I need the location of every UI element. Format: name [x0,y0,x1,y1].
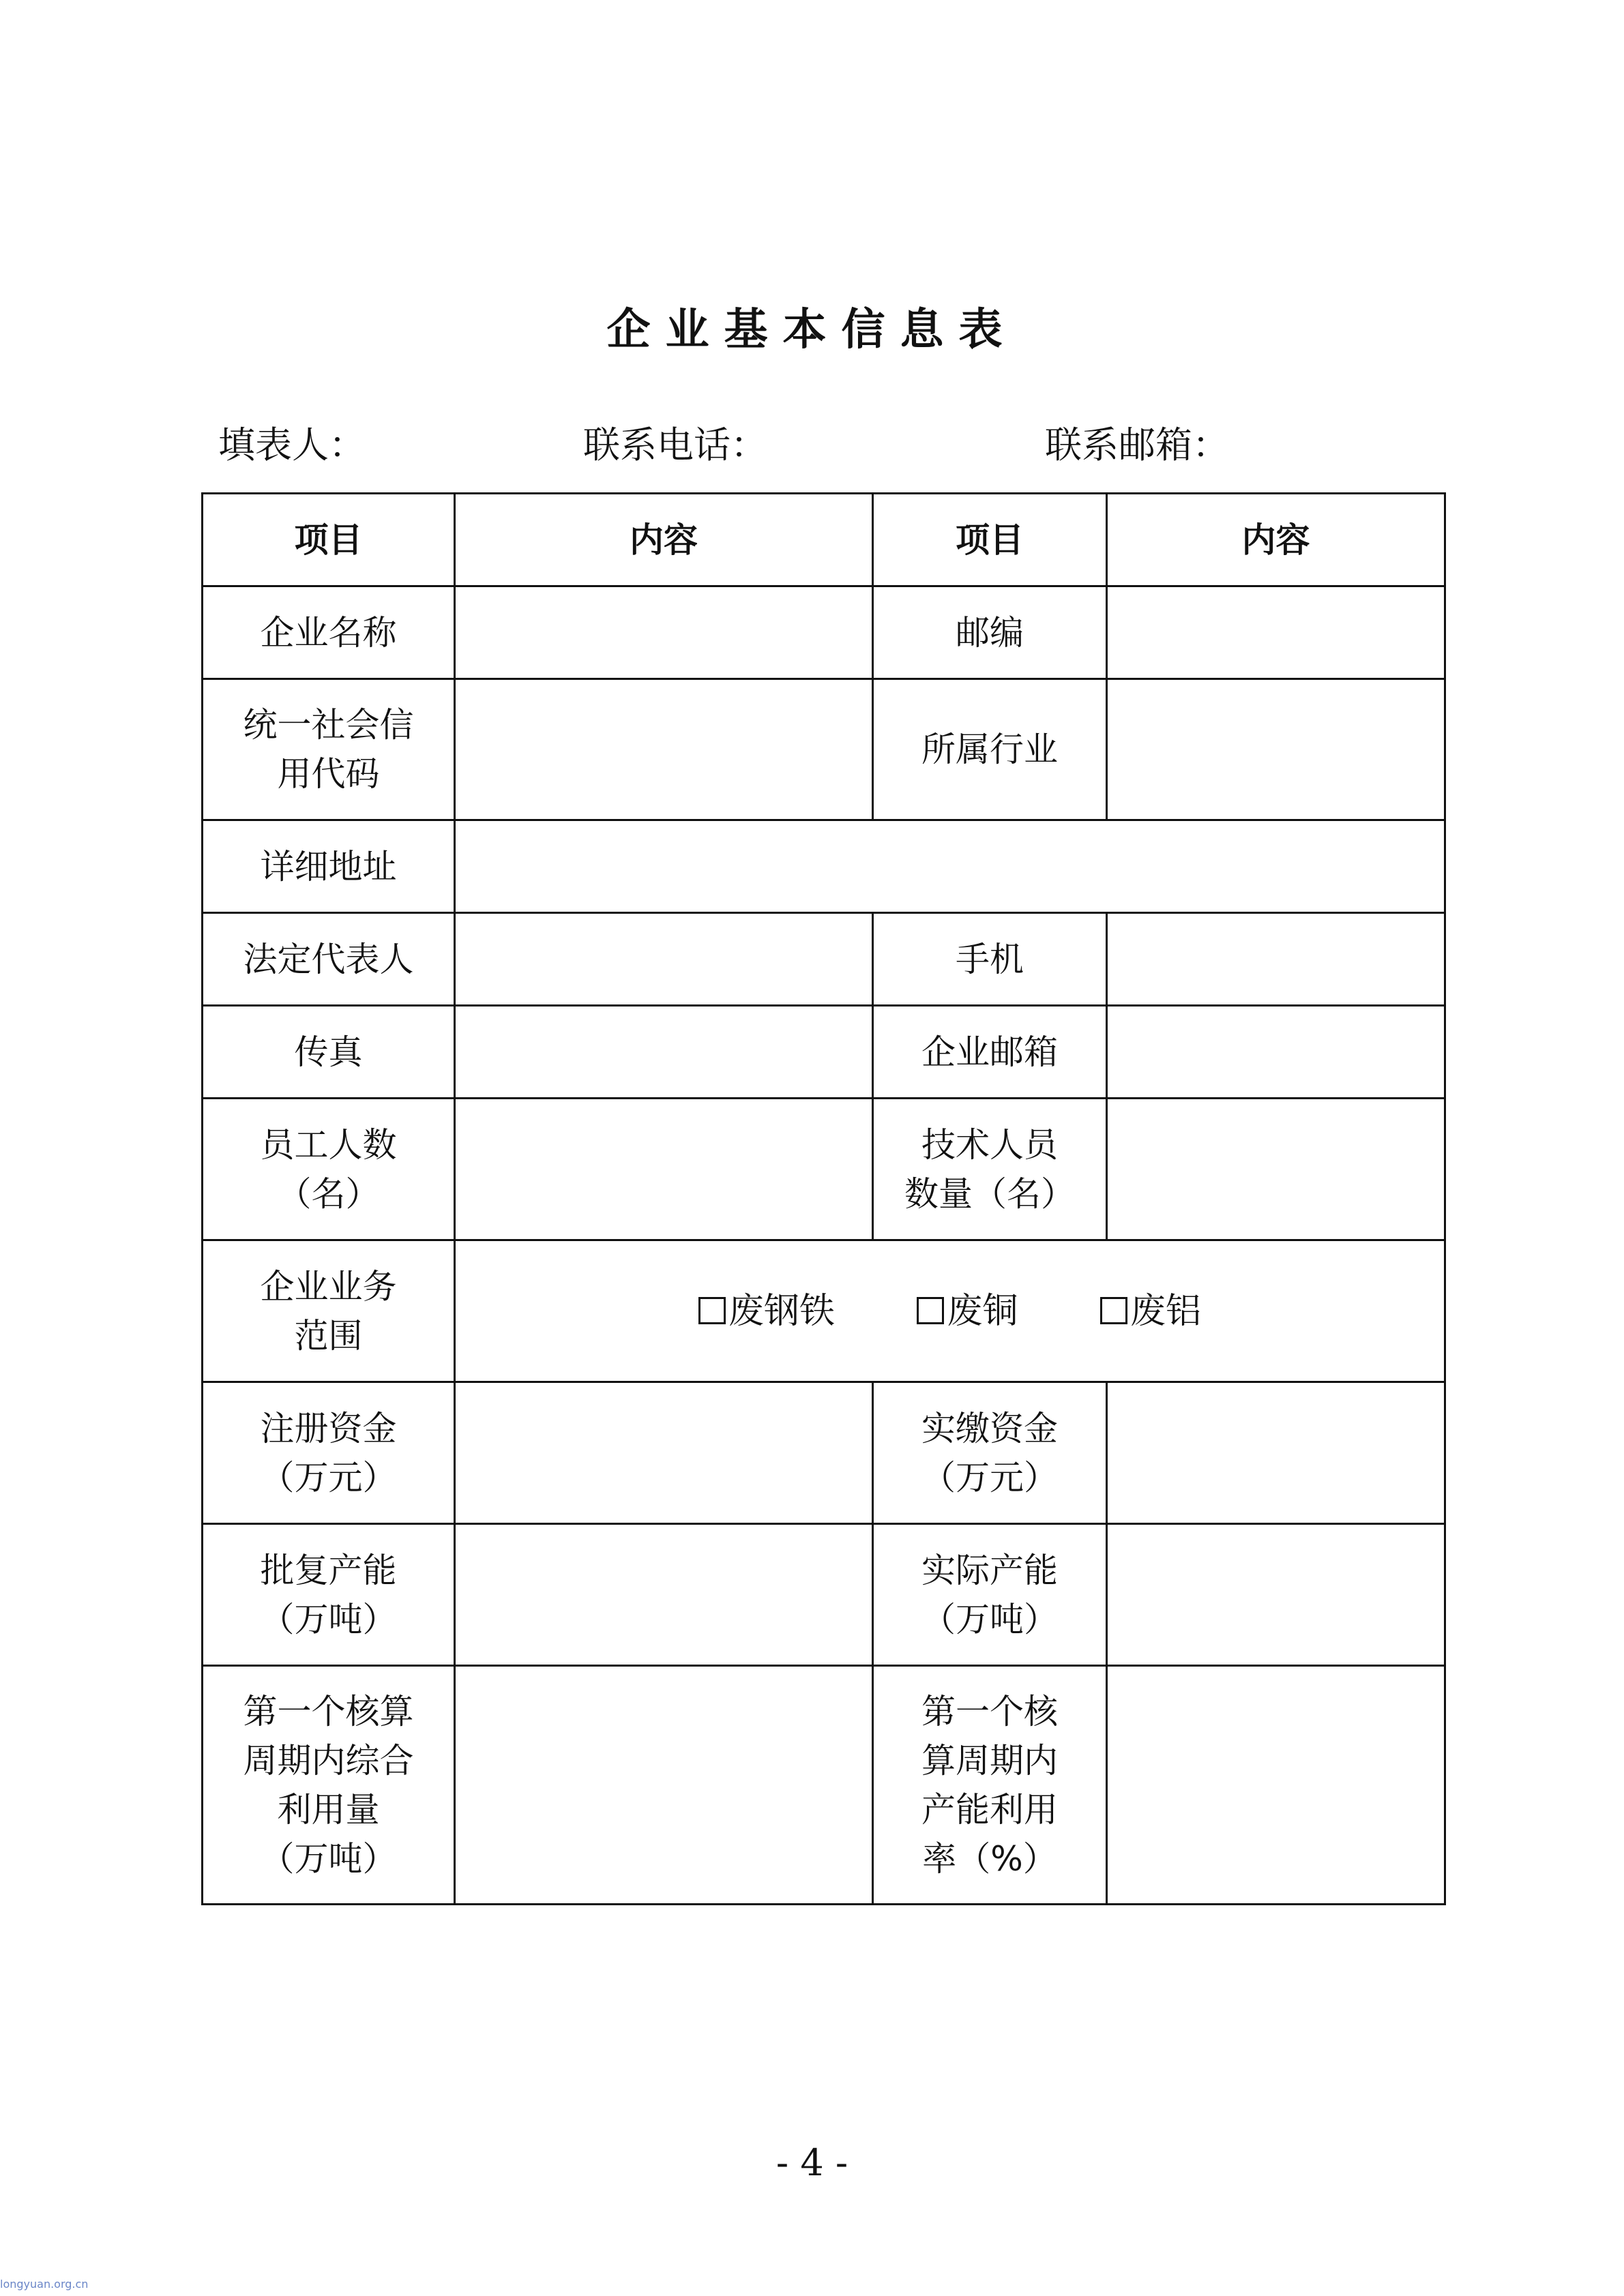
postcode-label: 邮编 [873,586,1107,679]
technicians-field[interactable] [1107,1099,1445,1240]
approved-capacity-field[interactable] [455,1524,873,1666]
first-period-usage-field[interactable] [455,1666,873,1905]
first-period-rate-label: 第一个核 算周期内 产能利用 率（%） [873,1666,1107,1905]
table-row [203,679,1445,820]
header-content: 内容 [455,494,873,586]
mobile-field[interactable] [1107,913,1445,1006]
table-row [203,1666,1445,1905]
table-row [203,820,1445,913]
approved-capacity-label: 批复产能 （万吨） [203,1524,455,1666]
actual-capacity-field[interactable] [1107,1524,1445,1666]
source-watermark: longyuan.org.cn [0,2278,89,2291]
table-row [203,1240,1445,1382]
first-period-rate-field[interactable] [1107,1666,1445,1905]
business-scope-options [455,1240,1445,1382]
employees-label: 员工人数 （名） [203,1099,455,1240]
table-row [203,1382,1445,1524]
header-content: 内容 [1107,494,1445,586]
actual-capacity-label: 实际产能 （万吨） [873,1524,1107,1666]
paid-capital-field[interactable] [1107,1382,1445,1524]
registered-capital-label: 注册资金 （万元） [203,1382,455,1524]
postcode-field[interactable] [1107,586,1445,679]
registered-capital-field[interactable] [455,1382,873,1524]
contact-email-label: 联系邮箱： [1045,423,1229,466]
filler-label: 填表人： [218,423,366,466]
paid-capital-label: 实缴资金 （万元） [873,1382,1107,1524]
company-info-table [201,492,1446,1905]
first-period-usage-label: 第一个核算 周期内综合 利用量 （万吨） [203,1666,455,1905]
table-row [203,1006,1445,1099]
checkbox[interactable] [917,1297,944,1324]
employees-field[interactable] [455,1099,873,1240]
company-email-field[interactable] [1107,1006,1445,1099]
contact-phone-label: 联系电话： [583,423,767,466]
form-title: 企业基本信息表 [606,304,1018,355]
address-field[interactable] [455,820,1445,913]
fax-field[interactable] [455,1006,873,1099]
table-header-row [203,494,1445,586]
page-number: - 4 - [776,2141,848,2184]
credit-code-field[interactable] [455,679,873,820]
table-row [203,586,1445,679]
business-scope-label: 企业业务 范围 [203,1240,455,1382]
scope-option-aluminum[interactable]: 废铝 [1100,1287,1201,1336]
industry-field[interactable] [1107,679,1445,820]
industry-label: 所属行业 [873,679,1107,820]
table-row [203,1524,1445,1666]
credit-code-label: 统一社会信 用代码 [203,679,455,820]
header-item: 项目 [203,494,455,586]
mobile-label: 手机 [873,913,1107,1006]
header-item: 项目 [873,494,1107,586]
scope-option-steel[interactable]: 废钢铁 [698,1287,835,1336]
address-label: 详细地址 [203,820,455,913]
table-row [203,1099,1445,1240]
fax-label: 传真 [203,1006,455,1099]
technicians-label: 技术人员 数量（名） [873,1099,1107,1240]
scope-option-copper[interactable]: 废铜 [917,1287,1018,1336]
company-email-label: 企业邮箱 [873,1006,1107,1099]
company-name-field[interactable] [455,586,873,679]
table-row [203,913,1445,1006]
checkbox[interactable] [1100,1297,1127,1324]
checkbox[interactable] [698,1297,726,1324]
company-name-label: 企业名称 [203,586,455,679]
legal-rep-field[interactable] [455,913,873,1006]
legal-rep-label: 法定代表人 [203,913,455,1006]
